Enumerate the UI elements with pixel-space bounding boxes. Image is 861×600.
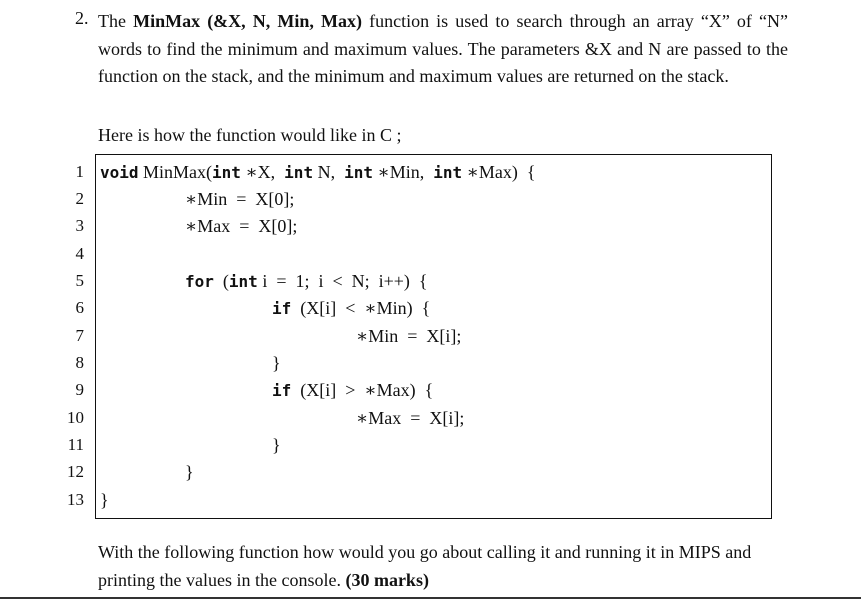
code-line [185, 189, 294, 210]
code-token: MinMax( [138, 162, 213, 182]
line-number: 1 [75, 162, 84, 181]
line-number: 10 [67, 408, 84, 427]
line-number: 9 [75, 380, 84, 399]
code-token: (X[i] > ∗Max) { [291, 380, 434, 400]
code-line [272, 298, 430, 319]
code-keyword: int [433, 163, 463, 182]
code-token: ( [213, 271, 229, 291]
code-token: (X[i] < ∗Min) { [291, 298, 431, 318]
code-token: i = 1; i < N; i++) { [257, 271, 428, 291]
code-token: N, [313, 162, 345, 182]
code-line [185, 216, 297, 237]
code-line [185, 271, 428, 292]
code-token: ∗Max) { [462, 162, 536, 182]
line-number: 3 [75, 216, 84, 235]
marks-label: (30 marks) [345, 569, 429, 590]
line-number: 8 [75, 353, 84, 372]
function-signature: MinMax (&X, N, Min, Max) [133, 11, 362, 31]
code-keyword: int [212, 163, 241, 182]
line-number: 11 [67, 435, 84, 454]
code-keyword: void [100, 163, 139, 182]
question-footer [98, 539, 788, 594]
code-line [356, 326, 461, 347]
line-number: 2 [75, 189, 84, 208]
code-keyword: int [228, 272, 258, 291]
code-line [272, 435, 281, 456]
code-token: ∗X, [240, 162, 285, 182]
code-line [272, 380, 433, 401]
line-number: 13 [67, 490, 84, 509]
code-keyword: int [344, 163, 373, 182]
question-number: 2. [75, 8, 89, 28]
code-token: } [185, 462, 194, 482]
question-paragraph [98, 8, 788, 91]
code-token: ∗Max = X[0]; [185, 216, 298, 236]
code-intro: Here is how the function would like in C ; [98, 125, 402, 145]
code-keyword: for [185, 272, 214, 291]
bottom-divider [0, 597, 861, 599]
code-token: } [100, 490, 109, 510]
line-number: 6 [75, 298, 84, 317]
code-token: ∗Min = X[i]; [356, 326, 462, 346]
code-token: ∗Min, [372, 162, 434, 182]
code-line [100, 162, 536, 183]
code-token: } [272, 353, 281, 373]
code-line [185, 462, 194, 483]
code-keyword: if [272, 381, 292, 400]
para-text-2: function is used to search through an array “X” of “N” words to find the minimum and maximum values. The parameters &X and N are passed to the function on the stack, and the minimum and maximum values are returned on the stack. [98, 11, 788, 86]
footer-text: With the following function how would you go about calling it and running it in MIPS and printing the values in the console. [98, 542, 752, 590]
line-number: 5 [75, 271, 84, 290]
code-keyword: int [284, 163, 314, 182]
line-number: 12 [67, 462, 84, 481]
code-line [100, 490, 109, 511]
para-text-1: The [98, 11, 134, 31]
code-token: ∗Min = X[0]; [185, 189, 295, 209]
code-line [272, 353, 281, 374]
code-line [356, 408, 464, 429]
code-token: } [272, 435, 281, 455]
code-keyword: if [272, 299, 292, 318]
line-number: 4 [75, 244, 84, 263]
code-token: ∗Max = X[i]; [356, 408, 465, 428]
line-number: 7 [75, 326, 84, 345]
